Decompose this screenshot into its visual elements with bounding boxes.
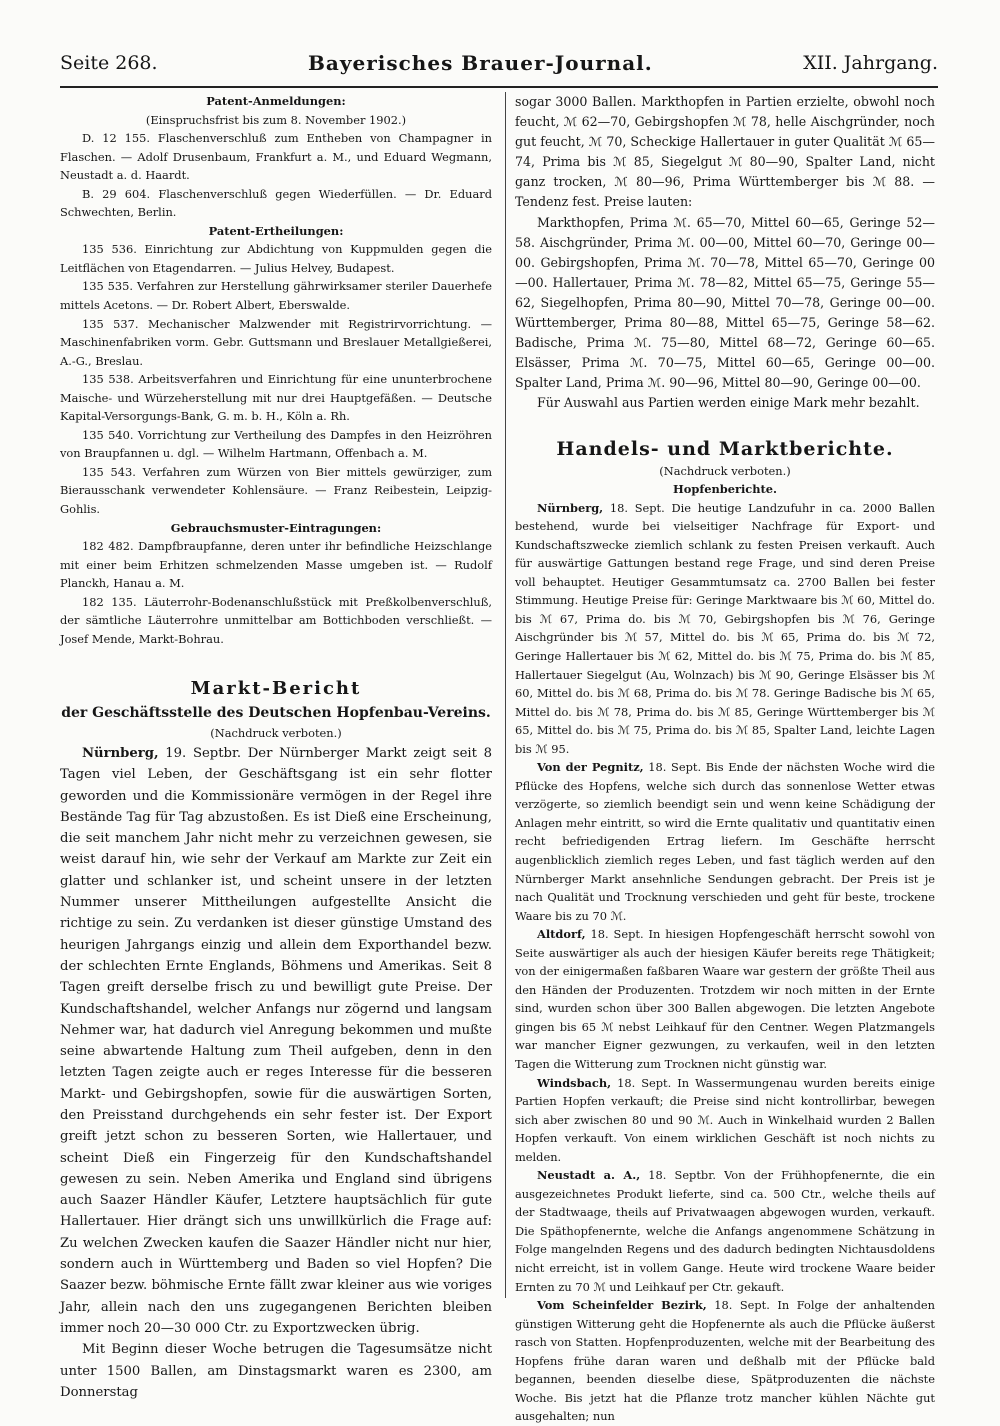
dateline: Altdorf, bbox=[537, 927, 586, 942]
note-paragraph: Für Auswahl aus Partien werden einige Mark mehr bezahlt. bbox=[537, 395, 920, 411]
patent-entry: 135 543. Verfahren zum Würzen von Bier mittels gewürziger, zum Bierausschank verwendeter Kohlensäure. — Franz Reibestein, Leipzig-Gohlis. bbox=[60, 464, 492, 517]
gebrauchsmuster-entry: 182 135. Läuterrohr-Bodenanschlußstück mit Preßkolbenverschluß, der sämtliche Läuterrohre unmittelbar am Bottichboden verschließt. — Josef Mende, Markt-Bohrau. bbox=[60, 594, 492, 646]
report-altdorf bbox=[515, 925, 935, 1073]
patent-entry: B. 29 604. Flaschenverschluß gegen Wiederfüllen. — Dr. Eduard Schwechten, Berlin. bbox=[60, 186, 492, 220]
column-divider bbox=[505, 92, 506, 1298]
handels-note: (Nachdruck verboten.) bbox=[659, 463, 791, 478]
journal-title: Bayerisches Brauer-Journal. bbox=[308, 51, 653, 75]
market-report-paragraph bbox=[60, 743, 492, 1339]
paragraph-text: 18. Sept. In hiesigen Hopfengeschäft herrscht sowohl von Seite auswärtiger als auch der hiesigen Käufer bereits rege Thätigkeit; von der einigermaßen faßbaren Waare war gestern der größte Theil aus den Händen der Produzenten. Trotzdem wir noch mitten in der Ernte sind, wurden schon über 300 Ballen abgewogen. Die letzten Angebote gingen bis 65 ℳ nebst Leihkauf für den Centner. Wegen Platzmangels war mancher Eigner gezwungen, zu verkaufen, weil in den letzten Tagen die Witterung zum Trocknen nicht günstig war. bbox=[515, 927, 935, 1071]
patent-entry: D. 12 155. Flaschenverschluß zum Entheben von Champagner in Flaschen. — Adolf Drusenbaum, Frankfurt a. M., und Eduard Wegmann, Neustadt a. d. Haardt. bbox=[60, 131, 492, 183]
paragraph-text: 18. Sept. In Wassermungenau wurden bereits einige Partien Hopfen verkauft; die Preise sind nicht kontrollirbar, bewegen sich aber zwischen 80 und 90 ℳ. Auch in Winkelhaid wurden 2 Ballen Hopfen verkauft. Von einem wirklichen Geschäft ist noch nichts zu melden. bbox=[515, 1075, 935, 1164]
header-rule bbox=[60, 86, 938, 88]
patent-entry: 135 536. Einrichtung zur Abdichtung von Kuppmulden gegen die Leitflächen von Etagendarren. — Julius Helvey, Budapest. bbox=[60, 242, 492, 275]
handels-marktberichte-title: Handels- und Marktberichte. bbox=[556, 437, 894, 460]
price-list: Markthopfen, Prima ℳ. 65—70, Mittel 60—65, Geringe 52—58. Aischgründer, Prima ℳ. 00—00, Mittel 60—70, Geringe 00—00. Gebirgshopfen, Prima ℳ. 70—78, Mittel 65—70, Geringe 00—00. Hallertauer, Prima ℳ. 78—82, Mittel 65—75, Geringe 55—62, Siegelhopfen, Prima 80—90, Mittel 70—78, Geringe 00—00. Württemberger, Prima 80—88, Mittel 65—75, Geringe 58—62. Badische, Prima ℳ. 75—80, Mittel 68—72, Geringe 60—65. Elsässer, Prima ℳ. 70—75, Mittel 60—65, Geringe 00—00. Spalter Land, Prima ℳ. 90—96, Mittel 80—90, Geringe 00—00. bbox=[515, 214, 935, 391]
markt-bericht-subtitle: der Geschäftsstelle des Deutschen Hopfenbau-Vereins. bbox=[61, 705, 491, 722]
market-report-paragraph: Mit Beginn dieser Woche betrugen die Tagesumsätze nicht unter 1500 Ballen, am Dinstagsmarkt waren es 2300, am Donnerstag bbox=[60, 1342, 492, 1400]
left-column bbox=[60, 92, 492, 1403]
volume-label: XII. Jahrgang. bbox=[803, 52, 938, 74]
markt-bericht-title: Markt-Bericht bbox=[190, 678, 362, 700]
dateline: Vom Scheinfelder Bezirk, bbox=[537, 1298, 707, 1313]
paragraph-text: 18. Sept. In Folge der anhaltenden günstigen Witterung geht die Hopfenernte als auch die Pflücke äußerst rasch von Statten. Hopfenproduzenten, welche mit der Bearbeitung des Hopfens frühe daran waren und deßhalb mit der Pflücke bald begannen, beenden dieselbe diese, Spätproduzenten die nächste Woche. Bis jetzt hat die Pflanze trotz mancher kühlen Nächte gut ausgehalten; nun bbox=[515, 1298, 935, 1424]
patent-entry: 135 540. Vorrichtung zur Vertheilung des Dampfes in den Heizröhren von Braupfannen u. dgl. — Wilhelm Hartmann, Offenbach a. M. bbox=[60, 427, 492, 461]
report-nuernberg bbox=[515, 499, 935, 759]
paragraph-text: 18. Sept. Bis Ende der nächsten Woche wird die Pflücke des Hopfens, welche sich durch das sonnenlose Wetter etwas verzögerte, so ziemlich beendigt sein und wenn keine Schädigung der Anlagen mehr eintritt, so wird die Ernte qualitativ und quantitativ einen recht befriedigenden Ertrag liefern. Im Geschäfte herrscht augenblicklich ziemlich reges Leben, und fast täglich werden auf den Nürnberger Markt ansehnliche Sendungen gebracht. Der Preis ist je nach Qualität und Trocknung verschieden und geht für beste, trockene Waare bis zu 70 ℳ. bbox=[515, 760, 935, 923]
paragraph-text: 19. Septbr. Der Nürnberger Markt zeigt seit 8 Tagen viel Leben, der Geschäftsgang ist ein sehr flotter geworden und die Kommissionäre vermögen in der Regel ihre Bestände Tag für Tag abzustoßen. Es ist Dieß eine Erscheinung, die seit manchem Jahr nicht mehr zu verzeichnen gewesen, sie weist darauf hin, wie sehr der Verkauf am Markte zur Zeit ein glatter und schlanker ist, und scheint unsere in der letzten Nummer unserer Mittheilungen aufgestellte Ansicht die richtige zu sein. Zu verdanken ist dieser günstige Umstand des heurigen Jahrgangs einzig und allein dem Exporthandel bezw. der schlechten Ernte Englands, Böhmens und Amerikas. Seit 8 Tagen greift derselbe frisch zu und bewilligt gute Preise. Der Kundschaftshandel, welcher Anfangs nur zögernd und langsam Nehmer war, hat dadurch viel Anregung bekommen und mußte seine abwartende Haltung zum Theil aufgeben, denn in den letzten Tagen zeigte auch er reges Interesse für die besseren Markt- und Gebirgshopfen, sowie für die auswärtigen Sorten, den Preisstand durchgehends ein sehr fester ist. Der Export greift jetzt schon zu besseren Sorten, wie Hallertauer, und scheint Dieß ein Fingerzeig für den Kundschaftshandel gewesen zu sein. Neben Amerika und England sind übrigens auch Saazer Händler Käufer, Letztere hauptsächlich für gute Hallertauer. Hier drängt sich uns unwillkürlich die Frage auf: Zu welchen Zwecken kaufen die Saazer Händler nicht nur hier, sondern auch in Württemberg und Baden so viel Hopfen? Die Saazer bezw. böhmische Ernte fällt zwar kleiner aus wie voriges Jahr, allein nach den uns zugegangenen Berichten bleiben immer noch 20—30 000 Ctr. zu Exportzwecken übrig. bbox=[60, 745, 492, 1336]
dateline: Nürnberg, bbox=[82, 745, 159, 761]
hopfenberichte-heading: Hopfenberichte. bbox=[673, 482, 777, 497]
report-windsbach bbox=[515, 1074, 935, 1167]
markt-bericht-note: (Nachdruck verboten.) bbox=[210, 726, 342, 741]
dateline: Von der Pegnitz, bbox=[537, 760, 644, 775]
patent-entry: 135 538. Arbeitsverfahren und Einrichtung für eine ununterbrochene Maische- und Würzeherstellung mit nur drei Hauptgefäßen. — Deutsche Kapital-Versorgungs-Bank, G. m. b. H., Köln a. Rh. bbox=[60, 372, 492, 424]
dateline: Neustadt a. A., bbox=[537, 1168, 641, 1183]
page-header bbox=[60, 46, 938, 80]
patent-ertheilungen-heading: Patent-Ertheilungen: bbox=[208, 223, 344, 238]
patent-entry: 135 535. Verfahren zur Herstellung gährwirksamer steriler Dauerhefe mittels Acetons. — Dr. Robert Albert, Eberswalde. bbox=[60, 279, 492, 313]
patent-entry: 135 537. Mechanischer Malzwender mit Registrirvorrichtung. — Maschinenfabriken vorm. Gebr. Guttsmann und Breslauer Metallgießerei, A.-G., Breslau. bbox=[60, 316, 492, 368]
gebrauchsmuster-entry: 182 482. Dampfbraupfanne, deren unter ihr befindliche Heizschlange mit einer beim Erhitzen schmelzenden Masse umgeben ist. — Rudolf Planckh, Hanau a. M. bbox=[60, 539, 492, 591]
report-neustadt bbox=[515, 1166, 935, 1296]
patent-anmeldungen-note: (Einspruchsfrist bis zum 8. November 1902.) bbox=[145, 112, 407, 127]
gebrauchsmuster-heading: Gebrauchsmuster-Eintragungen: bbox=[170, 520, 382, 535]
report-scheinfeld bbox=[515, 1296, 935, 1426]
patent-anmeldungen-heading: Patent-Anmeldungen: bbox=[206, 94, 346, 108]
page-number: Seite 268. bbox=[60, 52, 158, 74]
paragraph-text: 18. Septbr. Von der Frühhopfenernte, die ein ausgezeichnetes Produkt lieferte, sind ca. 500 Ctr., welche theils auf der Stadtwaage, theils auf Privatwaagen abgewogen wurden, verkauft. Die Späthopfenernte, welche die Anfangs angenommene Schätzung in Folge mangelnden Regens und des dadurch bedingten Nichtausdoldens nicht erreicht, ist in vollem Gange. Heute wird trockene Waare beider Ernten zu 70 ℳ und Leihkauf per Ctr. gekauft. bbox=[515, 1168, 935, 1294]
dateline: Windsbach, bbox=[537, 1075, 612, 1090]
continued-paragraph: sogar 3000 Ballen. Markthopfen in Partien erzielte, obwohl noch feucht, ℳ 62—70, Gebirgshopfen ℳ 78, helle Aischgründer, noch gut feucht, ℳ 70, Scheckige Hallertauer in guter Qualität ℳ 65—74, Prima bis ℳ 85, Siegelgut ℳ 80—90, Spalter Land, nicht ganz trocken, ℳ 80—96, Prima Württemberger bis ℳ 88. — Tendenz fest. Preise lauten: bbox=[515, 94, 935, 210]
report-pegnitz bbox=[515, 758, 935, 925]
paragraph-text: 18. Sept. Die heutige Landzufuhr in ca. 2000 Ballen bestehend, wurde bei vielseitiger Nachfrage für Export- und Kundschaftszwecke ziemlich schlank zu festen Preisen verkauft. Auch für auswärtige Gattungen bestand rege Frage, und sind deren Preise voll behauptet. Heutiger Gesammtumsatz ca. 2700 Ballen bei fester Stimmung. Heutige Preise für: Geringe Marktwaare bis ℳ 60, Mittel do. bis ℳ 67, Prima do. bis ℳ 70, Gebirgshopfen bis ℳ 76, Geringe Aischgründer bis ℳ 57, Mittel do. bis ℳ 65, Prima do. bis ℳ 72, Geringe Hallertauer bis ℳ 62, Mittel do. bis ℳ 75, Prima do. bis ℳ 85, Hallertauer Siegelgut (Au, Wolnzach) bis ℳ 90, Geringe Elsässer bis ℳ 60, Mittel do. bis ℳ 68, Prima do. bis ℳ 78. Geringe Badische bis ℳ 65, Mittel do. bis ℳ 78, Prima do. bis ℳ 85, Geringe Württemberger bis ℳ 65, Mittel do. bis ℳ 75, Prima do. bis ℳ 85, Spalter Land, leichte Lagen bis ℳ 95. bbox=[515, 500, 935, 756]
dateline: Nürnberg, bbox=[537, 500, 604, 515]
right-column bbox=[515, 92, 935, 1426]
